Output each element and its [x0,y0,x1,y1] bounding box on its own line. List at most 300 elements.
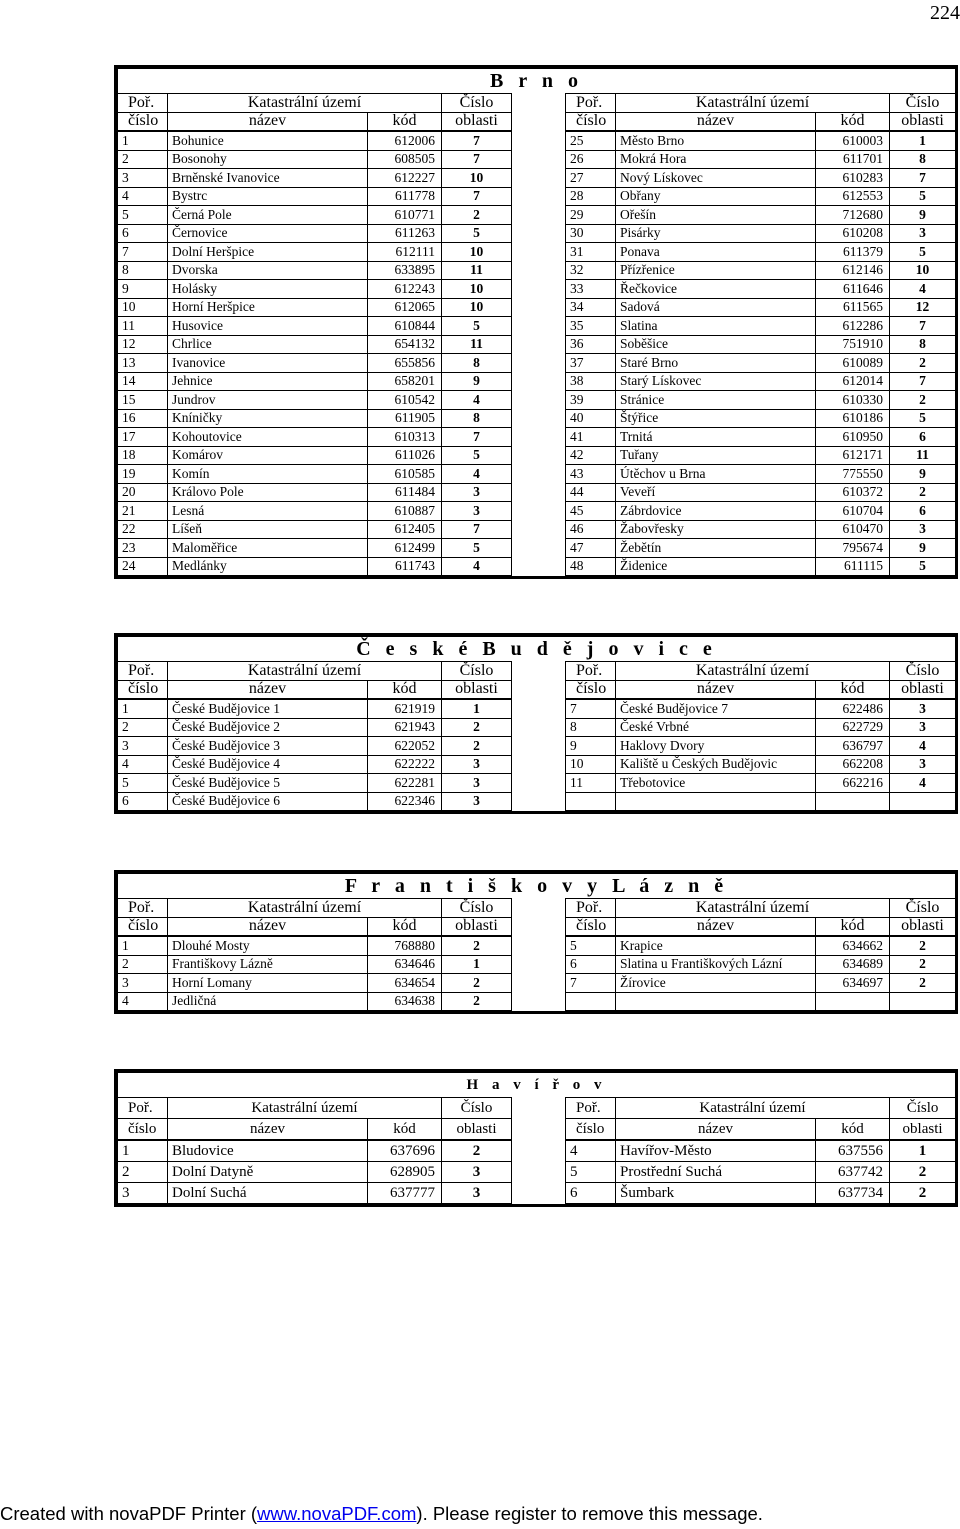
header-poradove-cislo: číslo [566,680,616,699]
territory-name: Brněnské Ivanovice [168,169,368,188]
row-number: 2 [118,150,168,169]
territory-code: 655856 [368,354,442,373]
territory-code: 610089 [816,354,890,373]
territory-code: 622486 [816,699,890,718]
territory-name: České Budějovice 3 [168,737,368,756]
row-number: 28 [566,187,616,206]
row-number: 2 [118,718,168,737]
header-por: Poř. [118,94,168,113]
territory-name: Ořešín [616,206,816,225]
row-number: 1 [118,131,168,150]
section-title: B r n o [118,69,956,94]
row-number: 21 [118,502,168,521]
region-number: 3 [442,774,512,793]
territory-code: 612065 [368,298,442,317]
territory-code: 611646 [816,280,890,299]
territory-name: Medlánky [168,557,368,576]
region-number: 3 [890,755,956,774]
header-poradove-cislo: číslo [566,112,616,131]
region-number: 5 [890,409,956,428]
header-oblasti: oblasti [890,917,956,936]
territory-name: Jedličná [168,992,368,1011]
territory-code: 622346 [368,792,442,811]
header-nazev: název [616,112,816,131]
row-number: 36 [566,335,616,354]
territory-code: 610470 [816,520,890,539]
row-number: 1 [118,1140,168,1162]
row-number: 7 [118,243,168,262]
section-havirov [114,1069,958,1207]
cadastral-table [117,636,956,811]
header-nazev: název [168,917,368,936]
territory-name: Obřany [616,187,816,206]
header-poradove-cislo: číslo [118,680,168,699]
territory-code: 610283 [816,169,890,188]
region-number: 3 [890,718,956,737]
header-kod: kód [368,680,442,699]
region-number: 2 [890,483,956,502]
row-number: 11 [566,774,616,793]
territory-name: Havířov-Město [616,1140,816,1162]
region-number: 10 [442,280,512,299]
territory-name: Město Brno [616,131,816,150]
territory-name: České Budějovice 4 [168,755,368,774]
region-number: 2 [442,974,512,993]
row-number: 43 [566,465,616,484]
territory-name: Žabovřesky [616,520,816,539]
header-poradove-cislo: číslo [566,1119,616,1141]
territory-name: České Budějovice 5 [168,774,368,793]
territory-name: Pisárky [616,224,816,243]
header-nazev: název [616,917,816,936]
header-kod: kód [816,680,890,699]
territory-name: Mokrá Hora [616,150,816,169]
region-number: 3 [442,502,512,521]
territory-code: 611484 [368,483,442,502]
header-oblasti: oblasti [890,680,956,699]
row-number: 3 [118,974,168,993]
region-number [890,992,956,1011]
territory-name [616,792,816,811]
territory-name: České Budějovice 6 [168,792,368,811]
region-number: 1 [890,131,956,150]
row-number: 6 [118,224,168,243]
region-number: 3 [890,520,956,539]
territory-code: 634646 [368,955,442,974]
territory-name: Dolní Datyně [168,1162,368,1183]
region-number: 3 [442,483,512,502]
territory-name: Horní Heršpice [168,298,368,317]
territory-code: 634689 [816,955,890,974]
territory-name: Dolní Suchá [168,1183,368,1204]
territory-name: Komín [168,465,368,484]
header-por: Poř. [566,662,616,681]
region-number: 4 [890,737,956,756]
region-number: 3 [442,1183,512,1204]
row-number: 38 [566,372,616,391]
territory-name: Horní Lomany [168,974,368,993]
row-number: 24 [118,557,168,576]
header-poradove-cislo: číslo [118,917,168,936]
territory-name: Černá Pole [168,206,368,225]
territory-code: 633895 [368,261,442,280]
header-nazev: název [616,1119,816,1141]
territory-code: 622052 [368,737,442,756]
territory-code: 637734 [816,1183,890,1204]
territory-name: Komárov [168,446,368,465]
row-number: 35 [566,317,616,336]
region-number: 6 [890,502,956,521]
region-number: 2 [890,974,956,993]
row-number: 5 [118,774,168,793]
header-katastralni-uzemi: Katastrální území [616,899,890,918]
row-number: 41 [566,428,616,447]
territory-code: 610208 [816,224,890,243]
territory-code: 612243 [368,280,442,299]
territory-name: Šumbark [616,1183,816,1204]
row-number: 9 [118,280,168,299]
region-number: 7 [890,372,956,391]
header-cislo: Číslo [442,662,512,681]
region-number: 3 [442,755,512,774]
territory-code [816,992,890,1011]
territory-name: Zábrdovice [616,502,816,521]
header-katastralni-uzemi: Katastrální území [168,662,442,681]
header-katastralni-uzemi: Katastrální území [168,899,442,918]
row-number: 1 [118,699,168,718]
territory-name: Útěchov u Brna [616,465,816,484]
region-number: 11 [442,335,512,354]
territory-code: 610003 [816,131,890,150]
region-number: 10 [890,261,956,280]
territory-name: Prostřední Suchá [616,1162,816,1183]
territory-name: Tuřany [616,446,816,465]
territory-code: 611565 [816,298,890,317]
territory-name: Kníničky [168,409,368,428]
header-katastralni-uzemi: Katastrální území [168,94,442,113]
row-number: 4 [566,1140,616,1162]
row-number: 13 [118,354,168,373]
territory-code: 622281 [368,774,442,793]
territory-code: 622222 [368,755,442,774]
row-number: 10 [566,755,616,774]
territory-name: Bosonohy [168,150,368,169]
region-number: 1 [442,955,512,974]
header-nazev: název [168,112,368,131]
row-number: 4 [118,187,168,206]
region-number: 2 [890,354,956,373]
territory-code [816,792,890,811]
territory-code: 658201 [368,372,442,391]
row-number: 17 [118,428,168,447]
row-number: 1 [118,936,168,955]
row-number: 4 [118,992,168,1011]
header-poradove-cislo: číslo [566,917,616,936]
territory-code: 610887 [368,502,442,521]
region-number: 10 [442,298,512,317]
row-number: 7 [566,699,616,718]
header-cislo: Číslo [442,94,512,113]
region-number: 3 [442,792,512,811]
region-number: 5 [442,317,512,336]
territory-code: 775550 [816,465,890,484]
region-number: 3 [442,1162,512,1183]
header-kod: kód [368,917,442,936]
territory-code: 612286 [816,317,890,336]
header-oblasti: oblasti [890,1119,956,1141]
header-por: Poř. [566,1098,616,1119]
territory-code: 612171 [816,446,890,465]
row-number: 6 [566,955,616,974]
footer-prefix: Created with novaPDF Printer ( [0,1503,258,1524]
region-number: 9 [890,206,956,225]
row-number: 5 [566,936,616,955]
territory-code: 610585 [368,465,442,484]
header-poradove-cislo: číslo [118,1119,168,1141]
header-cislo: Číslo [442,1098,512,1119]
territory-code: 634654 [368,974,442,993]
region-number: 2 [890,391,956,410]
territory-name: Husovice [168,317,368,336]
header-kod: kód [368,112,442,131]
row-number: 10 [118,298,168,317]
territory-name: Kaliště u Českých Budějovic [616,755,816,774]
row-number: 42 [566,446,616,465]
row-number: 6 [566,1183,616,1204]
header-katastralni-uzemi: Katastrální území [616,662,890,681]
region-number: 7 [442,150,512,169]
section-title: Č e s k é B u d ě j o v i c e [118,637,956,662]
territory-name: Kohoutovice [168,428,368,447]
region-number: 4 [442,557,512,576]
territory-name: Holásky [168,280,368,299]
territory-code: 621919 [368,699,442,718]
territory-code: 795674 [816,539,890,558]
header-katastralni-uzemi: Katastrální území [616,94,890,113]
territory-name: Soběšice [616,335,816,354]
territory-code: 637696 [368,1140,442,1162]
row-number: 20 [118,483,168,502]
territory-name: Řečkovice [616,280,816,299]
header-oblasti: oblasti [890,112,956,131]
row-number: 8 [118,261,168,280]
region-number: 3 [890,699,956,718]
row-number: 29 [566,206,616,225]
region-number: 4 [442,465,512,484]
row-number: 48 [566,557,616,576]
territory-name: Třebotovice [616,774,816,793]
row-number: 39 [566,391,616,410]
region-number: 5 [442,539,512,558]
territory-code: 634638 [368,992,442,1011]
territory-name: Lesná [168,502,368,521]
header-oblasti: oblasti [442,112,512,131]
territory-code: 712680 [816,206,890,225]
row-number: 37 [566,354,616,373]
section-frantiskovy-lazne [114,870,958,1014]
region-number: 2 [890,1183,956,1204]
region-number: 2 [442,992,512,1011]
region-number: 7 [442,428,512,447]
region-number: 1 [890,1140,956,1162]
header-katastralni-uzemi: Katastrální území [616,1098,890,1119]
row-number [566,792,616,811]
territory-name: Bystrc [168,187,368,206]
territory-name: Žírovice [616,974,816,993]
row-number: 9 [566,737,616,756]
territory-name: Františkovy Lázně [168,955,368,974]
territory-name: Dlouhé Mosty [168,936,368,955]
row-number: 2 [118,955,168,974]
row-number: 40 [566,409,616,428]
row-number: 12 [118,335,168,354]
header-kod: kód [816,1119,890,1141]
region-number: 5 [890,557,956,576]
region-number: 10 [442,169,512,188]
region-number: 11 [890,446,956,465]
section-title: F r a n t i š k o v y L á z n ě [118,874,956,899]
region-number: 5 [442,446,512,465]
region-number: 7 [442,187,512,206]
territory-code: 610950 [816,428,890,447]
section-title: H a v í ř o v [118,1073,956,1098]
row-number: 23 [118,539,168,558]
row-number: 47 [566,539,616,558]
territory-code: 634662 [816,936,890,955]
territory-code: 768880 [368,936,442,955]
territory-name: Starý Lískovec [616,372,816,391]
territory-code: 610771 [368,206,442,225]
region-number: 2 [442,718,512,737]
section-ceske-budejovice [114,633,958,814]
territory-name: Dolní Heršpice [168,243,368,262]
territory-name: Židenice [616,557,816,576]
row-number: 4 [118,755,168,774]
territory-code: 612111 [368,243,442,262]
territory-name: Žebětín [616,539,816,558]
region-number: 7 [442,131,512,150]
territory-name: Stránice [616,391,816,410]
region-number: 8 [442,409,512,428]
header-oblasti: oblasti [442,917,512,936]
territory-name: České Budějovice 2 [168,718,368,737]
territory-name: Slatina u Františkových Lázní [616,955,816,974]
territory-code: 610704 [816,502,890,521]
header-por: Poř. [118,899,168,918]
column-gap [512,662,566,811]
territory-name: Štýřice [616,409,816,428]
row-number: 11 [118,317,168,336]
territory-name: České Budějovice 1 [168,699,368,718]
row-number: 26 [566,150,616,169]
header-por: Poř. [118,662,168,681]
region-number: 8 [890,335,956,354]
header-katastralni-uzemi: Katastrální území [168,1098,442,1119]
row-number: 45 [566,502,616,521]
territory-name: České Vrbné [616,718,816,737]
territory-name: Bohunice [168,131,368,150]
row-number: 33 [566,280,616,299]
cadastral-table [117,873,956,1011]
territory-name: Krapice [616,936,816,955]
header-por: Poř. [118,1098,168,1119]
territory-name: Sadová [616,298,816,317]
territory-code: 610372 [816,483,890,502]
region-number: 4 [890,280,956,299]
header-cislo: Číslo [442,899,512,918]
page-number: 224 [930,2,960,24]
row-number: 3 [118,169,168,188]
row-number: 46 [566,520,616,539]
territory-name: Bludovice [168,1140,368,1162]
territory-code: 611026 [368,446,442,465]
territory-name: Staré Brno [616,354,816,373]
territory-code: 751910 [816,335,890,354]
region-number: 4 [890,774,956,793]
row-number: 5 [566,1162,616,1183]
row-number: 44 [566,483,616,502]
territory-code: 612006 [368,131,442,150]
column-gap [512,899,566,1011]
territory-code: 637742 [816,1162,890,1183]
territory-code: 636797 [816,737,890,756]
territory-name: Jundrov [168,391,368,410]
region-number: 10 [442,243,512,262]
territory-code: 611905 [368,409,442,428]
territory-code: 612014 [816,372,890,391]
territory-name: Haklovy Dvory [616,737,816,756]
region-number: 7 [442,520,512,539]
row-number: 30 [566,224,616,243]
row-number [566,992,616,1011]
territory-code: 610844 [368,317,442,336]
header-cislo: Číslo [890,899,956,918]
row-number: 15 [118,391,168,410]
territory-code: 610313 [368,428,442,447]
region-number: 2 [890,936,956,955]
territory-code: 637556 [816,1140,890,1162]
row-number: 8 [566,718,616,737]
row-number: 3 [118,1183,168,1204]
region-number: 3 [890,224,956,243]
territory-name: Nový Lískovec [616,169,816,188]
territory-code: 622729 [816,718,890,737]
region-number: 8 [442,354,512,373]
territory-code: 634697 [816,974,890,993]
territory-code: 611743 [368,557,442,576]
row-number: 25 [566,131,616,150]
territory-code: 610186 [816,409,890,428]
territory-name: Královo Pole [168,483,368,502]
region-number: 9 [442,372,512,391]
territory-name: Líšeň [168,520,368,539]
region-number: 2 [442,206,512,225]
region-number: 9 [890,539,956,558]
cadastral-table [117,68,956,576]
region-number: 1 [442,699,512,718]
territory-code: 612553 [816,187,890,206]
territory-code: 608505 [368,150,442,169]
row-number: 18 [118,446,168,465]
row-number: 32 [566,261,616,280]
footer-link[interactable]: www.novaPDF.com [257,1503,417,1524]
territory-code: 654132 [368,335,442,354]
region-number: 2 [890,955,956,974]
territory-code: 662216 [816,774,890,793]
territory-code: 610330 [816,391,890,410]
territory-name: Trnitá [616,428,816,447]
region-number: 2 [442,936,512,955]
